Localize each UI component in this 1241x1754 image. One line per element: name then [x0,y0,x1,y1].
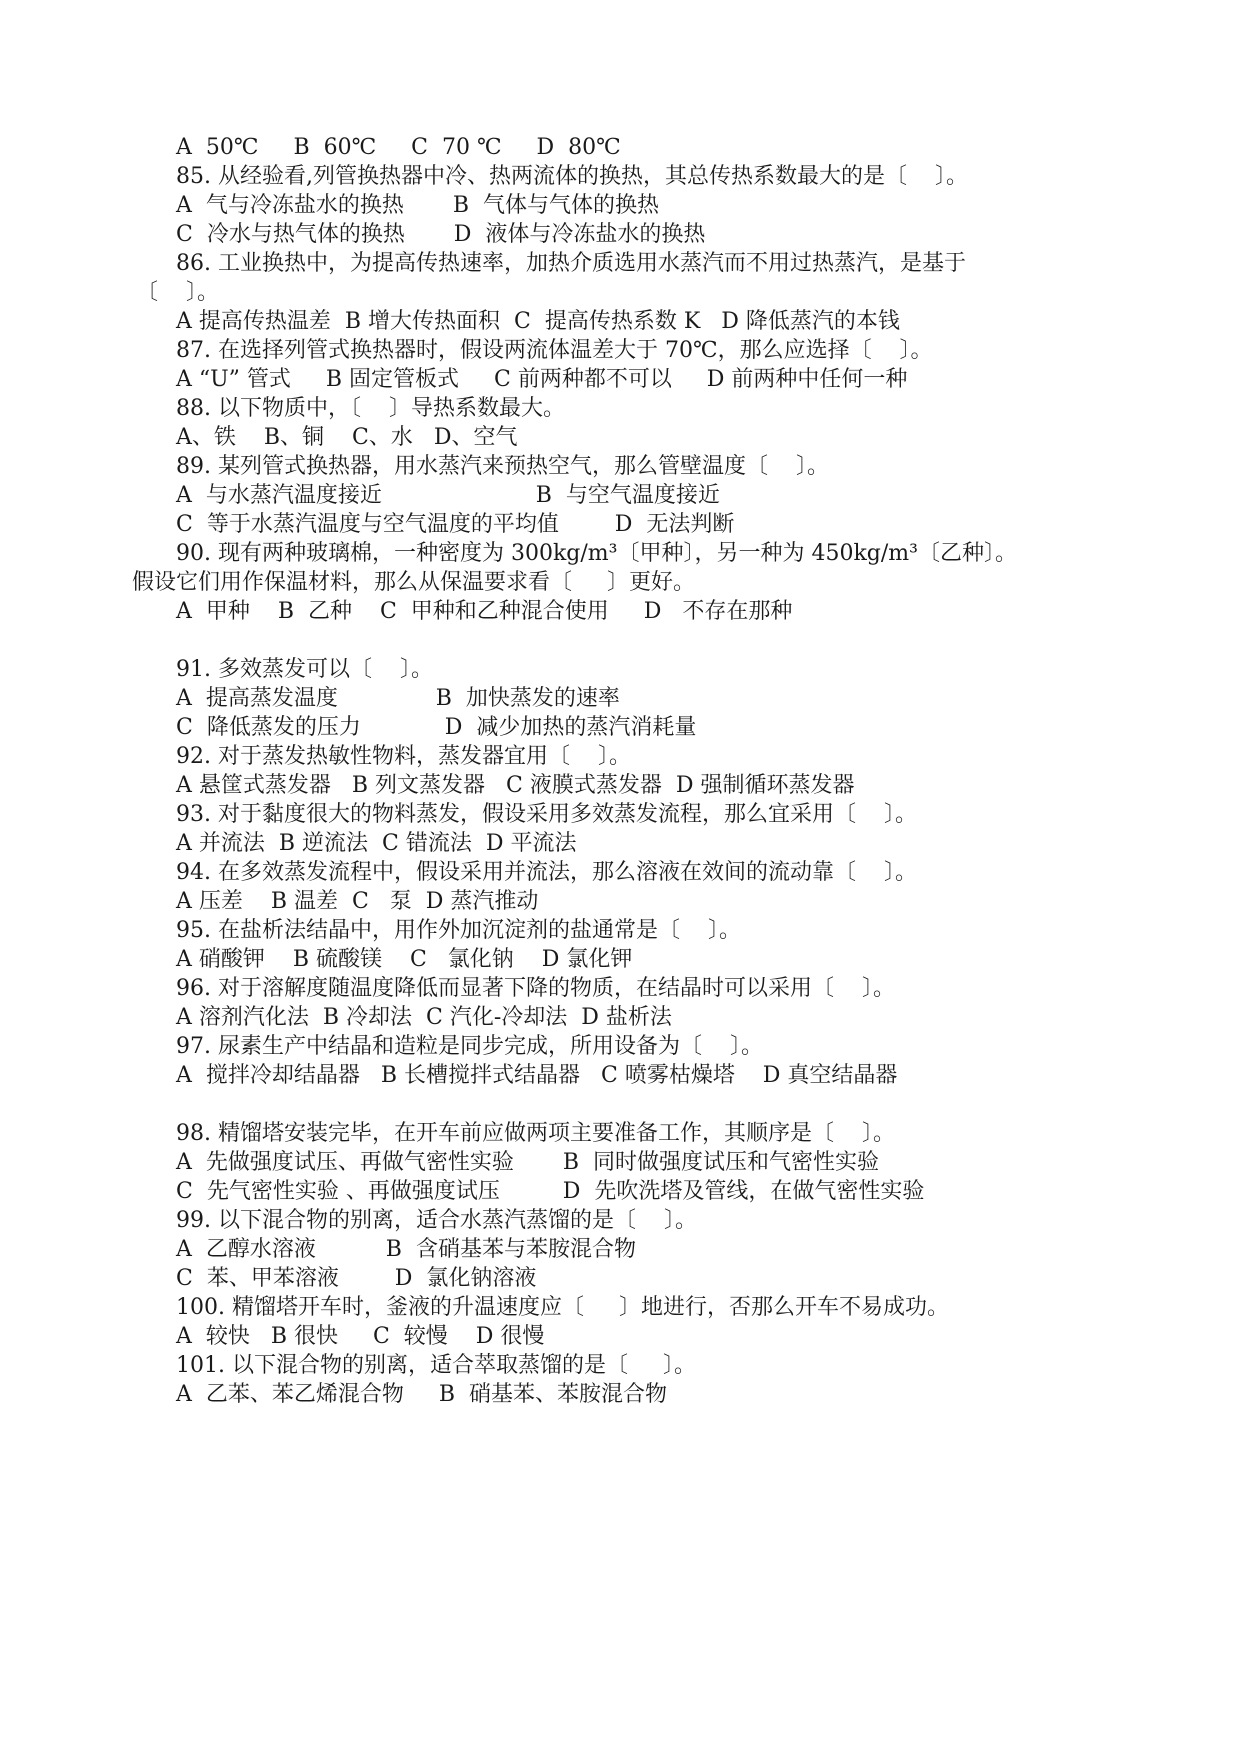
answer-line: A 50℃ B 60℃ C 70 ℃ D 80℃ [176,135,621,160]
answer-line: A 提高蒸发温度 B 加快蒸发的速率 [176,686,620,711]
question-line: 100. 精馏塔开车时，釜液的升温速度应〔 〕地进行，否那么开车不易成功。 [176,1295,949,1320]
answer-line: C 降低蒸发的压力 D 减少加热的蒸汽消耗量 [176,715,697,740]
answer-line: A 悬筐式蒸发器 B 列文蒸发器 C 液膜式蒸发器 D 强制循环蒸发器 [176,773,855,798]
question-line: 85. 从经验看,列管换热器中冷、热两流体的换热，其总传热系数最大的是〔 〕。 [176,164,968,189]
question-line: 88. 以下物质中，〔 〕导热系数最大。 [176,396,565,421]
question-line: 96. 对于溶解度随温度降低而显著下降的物质，在结晶时可以采用〔 〕。 [176,976,895,1001]
answer-line: C 先气密性实验 、再做强度试压 D 先吹洗塔及管线，在做气密性实验 [176,1179,925,1204]
answer-line: A 提高传热温差 B 增大传热面积 C 提高传热系数 K D 降低蒸汽的本钱 [176,309,900,334]
answer-line: C 冷水与热气体的换热 D 液体与冷冻盐水的换热 [176,222,706,247]
answer-line: A 搅拌冷却结晶器 B 长槽搅拌式结晶器 C 喷雾枯燥塔 D 真空结晶器 [176,1063,898,1088]
answer-line: A 乙苯、苯乙烯混合物 B 硝基苯、苯胺混合物 [176,1382,667,1407]
question-line: 87. 在选择列管式换热器时，假设两流体温差大于 70℃，那么应选择〔 〕。 [176,338,933,363]
question-line: 98. 精馏塔安装完毕，在开车前应做两项主要准备工作，其顺序是〔 〕。 [176,1121,895,1146]
answer-line: A 溶剂汽化法 B 冷却法 C 汽化-冷却法 D 盐析法 [176,1005,672,1030]
answer-line: A 气与冷冻盐水的换热 B 气体与气体的换热 [176,193,659,218]
answer-line: A、铁 B、铜 C、水 D、空气 [176,425,518,450]
answer-line: A 硝酸钾 B 硫酸镁 C 氯化钠 D 氯化钾 [176,947,633,972]
answer-line: A 与水蒸汽温度接近 B 与空气温度接近 [176,483,720,508]
answer-line: C 等于水蒸汽温度与空气温度的平均值 D 无法判断 [176,512,735,537]
answer-line: C 苯、甲苯溶液 D 氯化钠溶液 [176,1266,537,1291]
question-continuation: 〔 〕。 [136,280,219,305]
question-line: 92. 对于蒸发热敏性物料，蒸发器宜用〔 〕。 [176,744,631,769]
answer-line: A “U” 管式 B 固定管板式 C 前两种都不可以 D 前两种中任何一种 [176,367,908,392]
question-line: 91. 多效蒸发可以〔 〕。 [176,657,433,682]
question-line: 101. 以下混合物的别离，适合萃取蒸馏的是〔 〕。 [176,1353,696,1378]
question-line: 90. 现有两种玻璃棉，一种密度为 300kg/m³〔甲种〕，另一种为 450kg/m³〔乙种〕。 [176,541,1017,566]
question-line: 93. 对于黏度很大的物料蒸发，假设采用多效蒸发流程，那么宜采用〔 〕。 [176,802,917,827]
answer-line: A 并流法 B 逆流法 C 错流法 D 平流法 [176,831,577,856]
question-line: 99. 以下混合物的别离，适合水蒸汽蒸馏的是〔 〕。 [176,1208,697,1233]
question-line: 97. 尿素生产中结晶和造粒是同步完成，所用设备为〔 〕。 [176,1034,763,1059]
answer-line: A 较快 B 很快 C 较慢 D 很慢 [176,1324,545,1349]
question-continuation: 假设它们用作保温材料，那么从保温要求看〔 〕更好。 [132,570,695,595]
question-line: 86. 工业换热中，为提高传热速率，加热介质选用水蒸汽而不用过热蒸汽，是基于 [176,251,966,276]
question-line: 94. 在多效蒸发流程中，假设采用并流法，那么溶液在效间的流动靠〔 〕。 [176,860,917,885]
question-line: 89. 某列管式换热器，用水蒸汽来预热空气，那么管壁温度〔 〕。 [176,454,829,479]
question-line: 95. 在盐析法结晶中，用作外加沉淀剂的盐通常是〔 〕。 [176,918,741,943]
answer-line: A 压差 B 温差 C 泵 D 蒸汽推动 [176,889,539,914]
answer-line: A 甲种 B 乙种 C 甲种和乙种混合使用 D 不存在那种 [176,599,793,624]
answer-line: A 乙醇水溶液 B 含硝基苯与苯胺混合物 [176,1237,636,1262]
answer-line: A 先做强度试压、再做气密性实验 B 同时做强度试压和气密性实验 [176,1150,879,1175]
